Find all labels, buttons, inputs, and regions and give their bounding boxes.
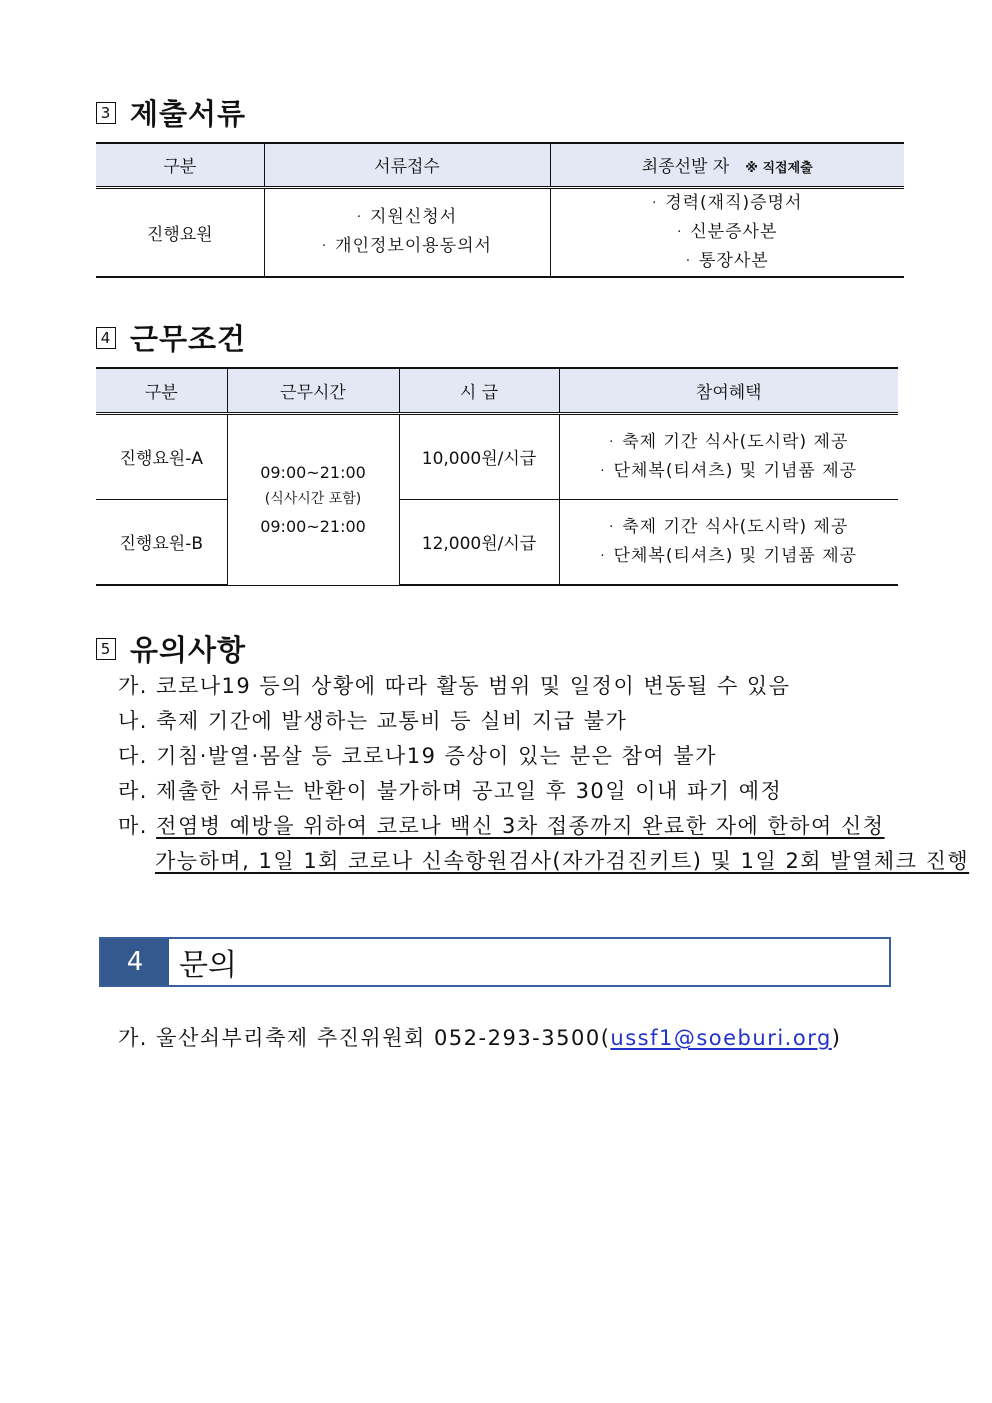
section-5-label: 유의사항 <box>130 633 247 667</box>
header-docs-received: 서류접수 <box>264 143 550 187</box>
list-text: 코로나19 등의 상황에 따라 활동 범위 및 일정이 변동될 수 있음 <box>156 674 791 698</box>
list-item <box>118 809 969 844</box>
table-row <box>96 187 904 277</box>
list-item <box>118 704 969 739</box>
contact-close: ) <box>831 1026 842 1050</box>
section-3-title <box>96 92 246 133</box>
section-3-label: 제출서류 <box>130 97 247 131</box>
list-text: 제출한 서류는 반환이 불가하며 공고일 후 30일 이내 파기 예정 <box>156 779 783 803</box>
list-item: · 경력(재직)증명서 <box>551 189 905 218</box>
final-docs-cell <box>550 187 904 277</box>
time-line-1: 09:00~21:00 <box>260 463 366 482</box>
work-hours-cell <box>227 413 399 585</box>
list-text: 축제 기간에 발생하는 교통비 등 실비 지급 불가 <box>156 709 628 733</box>
list-item: · 신분증사본 <box>551 218 905 247</box>
section-5-number: 5 <box>96 638 116 660</box>
docs-received-cell <box>264 187 550 277</box>
list-item: · 단체복(티셔츠) 및 기념품 제공 <box>560 542 899 571</box>
row-category: 진행요원-A <box>96 413 227 499</box>
contact-text: 울산쇠부리축제 추진위원회 052-293-3500( <box>156 1026 611 1050</box>
notes-list <box>118 669 969 879</box>
list-marker: 가. <box>118 1026 148 1050</box>
section-4-number: 4 <box>96 327 116 349</box>
row-category: 진행요원 <box>96 187 264 277</box>
list-text: 가능하며, 1일 1회 코로나 신속항원검사(자가검진키트) 및 1일 2회 발열체크 진행 <box>155 849 970 873</box>
list-item-continuation <box>118 844 969 879</box>
header-category: 구분 <box>96 368 227 413</box>
header-benefits: 참여혜택 <box>559 368 898 413</box>
time-line-3: 09:00~21:00 <box>260 517 366 536</box>
row-wage: 12,000원/시급 <box>399 499 559 585</box>
time-line-2: (식사시간 포함) <box>264 491 362 507</box>
section-4-label: 근무조건 <box>130 322 247 356</box>
list-marker: 마. <box>118 814 148 838</box>
list-item <box>118 669 969 704</box>
list-item: · 개인정보이용동의서 <box>265 232 550 261</box>
section-3-number: 3 <box>96 102 116 124</box>
work-conditions-table <box>96 367 898 586</box>
list-marker: 다. <box>118 744 148 768</box>
section-4-title <box>96 317 246 358</box>
list-item: · 축제 기간 식사(도시락) 제공 <box>560 513 899 542</box>
documents-table <box>96 142 904 278</box>
header-category: 구분 <box>96 143 264 187</box>
list-item: · 통장사본 <box>551 247 905 276</box>
header-final-label: 최종선발 자 <box>641 157 730 178</box>
benefits-cell <box>559 499 898 585</box>
header-work-hours: 근무시간 <box>227 368 399 413</box>
list-marker: 나. <box>118 709 148 733</box>
list-item: · 축제 기간 식사(도시락) 제공 <box>560 428 899 457</box>
table-row <box>96 413 898 499</box>
contact-line <box>118 1022 842 1052</box>
header-final-note: ※ 직접제출 <box>745 161 813 177</box>
row-wage: 10,000원/시급 <box>399 413 559 499</box>
list-text: 기침·발열·몸살 등 코로나19 증상이 있는 분은 참여 불가 <box>156 744 717 768</box>
section-5-title <box>96 628 246 669</box>
contact-number: 4 <box>101 939 169 985</box>
list-item <box>118 774 969 809</box>
list-text: 전염병 예방을 위하여 코로나 백신 3차 접종까지 완료한 자에 한하여 신청 <box>156 814 885 838</box>
header-wage: 시 급 <box>399 368 559 413</box>
list-marker: 라. <box>118 779 148 803</box>
table-row <box>96 499 898 585</box>
list-item: · 단체복(티셔츠) 및 기념품 제공 <box>560 457 899 486</box>
row-category: 진행요원-B <box>96 499 227 585</box>
email-link[interactable]: ussf1@soeburi.org <box>610 1026 832 1050</box>
list-item: · 지원신청서 <box>265 203 550 232</box>
contact-title: 문의 <box>179 948 237 983</box>
list-marker: 가. <box>118 674 148 698</box>
contact-header <box>99 937 891 987</box>
list-item <box>118 739 969 774</box>
benefits-cell <box>559 413 898 499</box>
header-final-docs <box>550 143 904 187</box>
